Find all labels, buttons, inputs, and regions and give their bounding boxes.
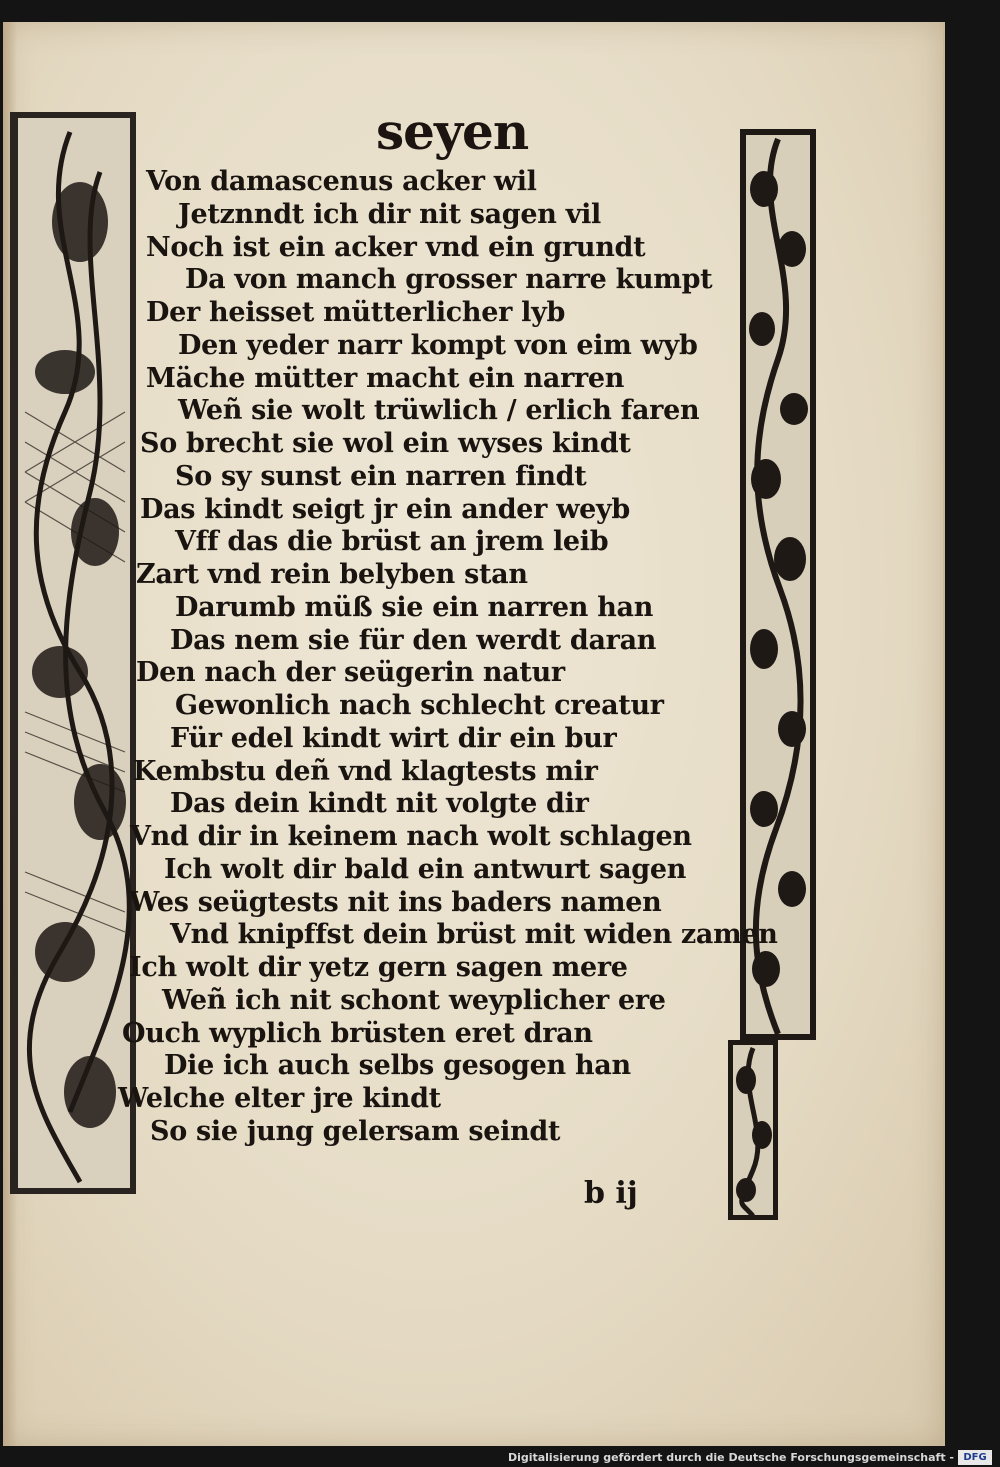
dfg-credit-text: Digitalisierung gefördert durch die Deutsche Forschungsgemeinschaft - [507,1451,954,1464]
verse-line: Vff das die brüst an jrem leib [175,526,609,558]
verse-line: Von damascenus acker wil [146,166,537,197]
verse-line: Welche elter jre kindt [118,1083,441,1114]
verse-line: Den yeder narr kompt von eim wyb [178,329,698,361]
verse-line: So sie jung gelersam seindt [150,1115,561,1147]
verse-line: Wes seügtests nit ins baders namen [129,886,662,918]
dfg-logo: DFG [958,1450,992,1465]
verse-line: Noch ist ein acker vnd ein grundt [146,231,646,263]
left-woodcut-border [10,112,136,1194]
right-upper-woodcut-border [740,129,816,1040]
verse-line: Jetznndt ich dir nit sagen vil [178,198,602,230]
verse-line: Die ich auch selbs gesogen han [164,1050,631,1082]
verse-line: Ich wolt dir yetz gern sagen mere [129,952,628,983]
verse-line: Den nach der seügerin natur [136,657,565,689]
verse-line: Für edel kindt wirt dir ein bur [170,722,617,754]
verse-line: Kembstu deñ vnd klagtests mir [133,755,598,787]
verse-line: Ouch wyplich brüsten eret dran [122,1017,593,1049]
verse-line: Zart vnd rein belyben stan [136,559,528,590]
verse-line: Da von manch grosser narre kumpt [185,264,713,296]
verse-line: Weñ sie wolt trüwlich / erlich faren [178,395,700,427]
digitization-footer [507,1448,1000,1467]
running-head: seyen [376,102,529,161]
verse-line: Ich wolt dir bald ein antwurt sagen [164,853,687,885]
verse-line: Darumb müß sie ein narren han [175,591,654,623]
verse-line: Der heisset mütterlicher lyb [146,297,566,328]
verse-line: So sy sunst ein narren findt [175,460,587,492]
verse-line: Gewonlich nach schlecht creatur [175,690,664,721]
verse-line: Vnd knipffst dein brüst mit widen zamen [170,919,778,951]
verse-line: Das kindt seigt jr ein ander weyb [140,493,630,525]
verse-line: So brecht sie wol ein wyses kindt [140,428,631,459]
verse-line: Weñ ich nit schont weyplicher ere [162,984,666,1016]
verse-line: Mäche mütter macht ein narren [146,362,625,394]
verse-line: Das dein kindt nit volgte dir [170,788,589,820]
verse-line: Das nem sie für den werdt daran [170,624,657,656]
signature-mark: b ij [584,1176,638,1211]
right-lower-woodcut-border [728,1040,778,1220]
verse-line: Vnd dir in keinem nach wolt schlagen [130,821,692,852]
